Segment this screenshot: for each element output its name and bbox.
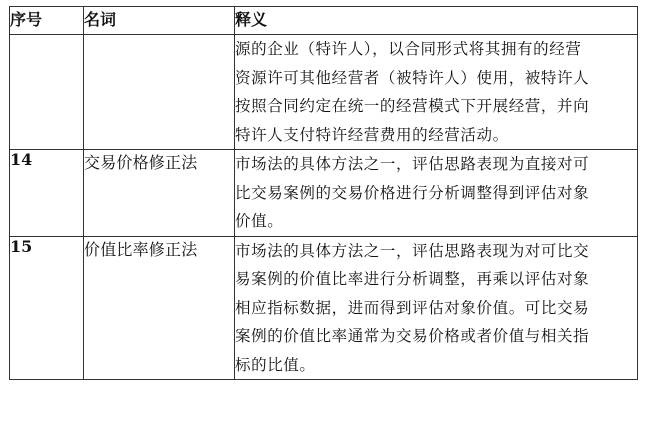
row-definition	[235, 150, 638, 237]
table-row	[10, 35, 638, 150]
row-number: 15	[10, 236, 84, 380]
definition-line: 标的比值。	[235, 355, 316, 374]
row-definition	[235, 35, 638, 150]
definition-line: 易案例的价值比率进行分析调整，再乘以评估对象	[235, 270, 590, 288]
table-row	[10, 236, 638, 380]
table-row	[10, 150, 638, 237]
definition-line: 特许人支付特许经营费用的经营活动。	[235, 125, 509, 144]
header-definition: 释义	[235, 7, 638, 35]
glossary-table	[9, 6, 638, 380]
definition-line: 案例的价值比率通常为交易价格或者价值与相关指	[235, 327, 590, 345]
definition-line: 按照合同约定在统一的经营模式下开展经营，并向	[235, 97, 590, 115]
header-term: 名词	[84, 7, 235, 35]
definition-line: 比交易案例的交易价格进行分析调整得到评估对象	[235, 183, 590, 202]
header-serial-number: 序号	[10, 7, 84, 35]
definition-line: 源的企业（特许人），以合同形式将其拥有的经营	[235, 40, 582, 58]
table-header-row	[10, 7, 638, 35]
row-number: 14	[10, 150, 84, 237]
row-term	[84, 35, 235, 150]
definition-line: 资源许可其他经营者（被特许人）使用，被特许人	[235, 68, 590, 87]
definition-line: 价值。	[235, 212, 284, 230]
row-term: 交易价格修正法	[84, 150, 235, 237]
row-definition	[235, 236, 638, 380]
row-term: 价值比率修正法	[84, 236, 235, 380]
definition-line: 市场法的具体方法之一，评估思路表现为对可比交	[235, 241, 590, 260]
row-number	[10, 35, 84, 150]
definition-line: 相应指标数据，进而得到评估对象价值。可比交易	[235, 298, 590, 317]
definition-line: 市场法的具体方法之一，评估思路表现为直接对可	[235, 155, 590, 173]
